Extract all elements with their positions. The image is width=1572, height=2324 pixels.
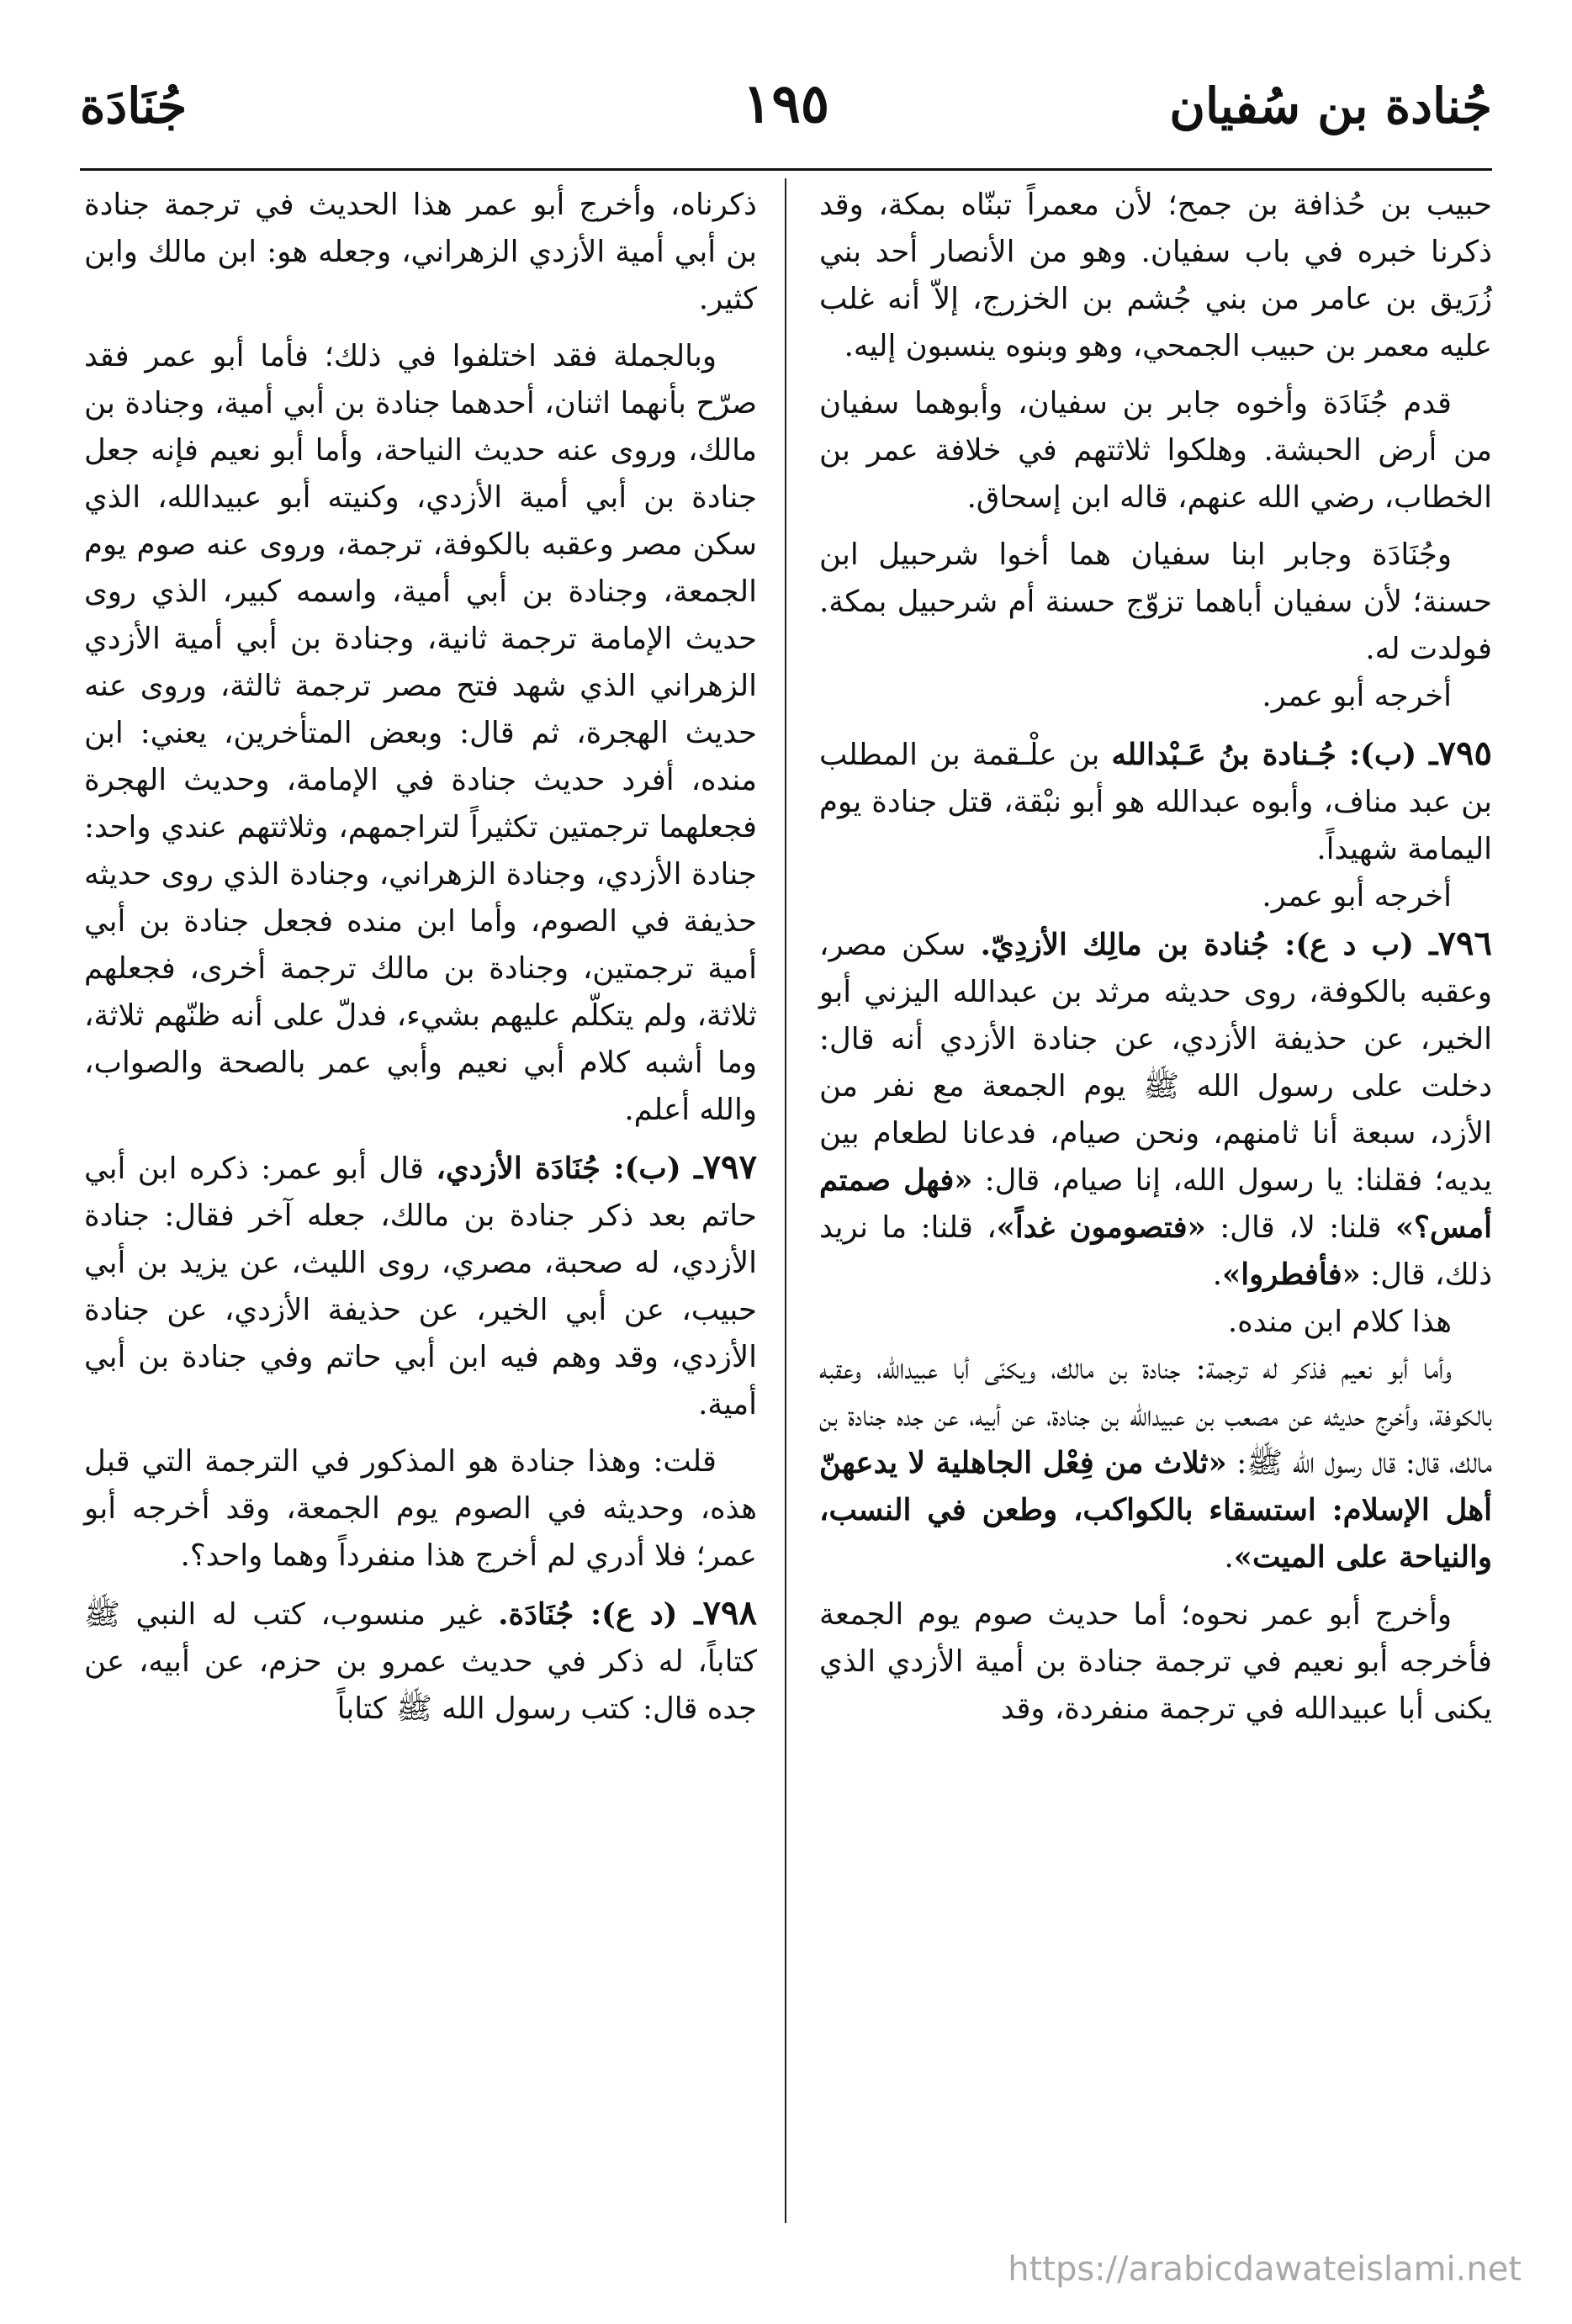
paragraph: وبالجملة فقد اختلفوا في ذلك؛ فأما أبو عمر فقد صرّح بأنهما اثنان، أحدهما جنادة بن أبي أمية، وجنادة بن مالك، وروى عنه حديث النياحة، وأما أبو نعيم فإنه جعل جنادة بن أبي أمية الأزدي، وكنيته أبو عبيدالله، الذي سكن مصر وعقبه بالكوفة، ترجمة، وروى عنه صوم يوم الجمعة، وجنادة بن أبي أمية، واسمه كبير، الذي روى حديث الإمامة ترجمة ثانية، وجنادة بن أبي أمية الأزدي الزهراني الذي شهد فتح مصر ترجمة ثالثة، وروى عنه حديث الهجرة، ثم قال: وبعض المتأخرين، يعني: ابن منده، أفرد حديث جنادة في الإمامة، وحديث الهجرة فجعلهما ترجمتين تكثيراً لتراجمهم، وثلاثتهم عندي واحد: جنادة الأزدي، وجنادة الزهراني، وجنادة الذي روى حديثه حذيفة في الصوم، وأما ابن منده فجعل جنادة بن أبي أمية ترجمتين، وجنادة بن مالك ترجمة أخرى، فجعلهم ثلاثة، ولم يتكلّم عليهم بشيء، فدلّ على أنه ظنّهم ثلاثة، وما أشبه كلام أبي نعيم وأبي عمر بالصحة والصواب، والله أعلم. xyxy=(84,339,757,1127)
entry-heading: ـ (ب د ع): جُنادة بن مالِك الأزدِيّ. xyxy=(980,928,1438,962)
entry-number: ٧٩٧ xyxy=(702,1147,757,1187)
entry-795 xyxy=(819,730,1492,873)
running-head xyxy=(80,72,1492,145)
entry-heading: ـ (ب): جُـنادة بنُ عَـبْدالله xyxy=(1111,738,1438,772)
paragraph: قلت: وهذا جنادة هو المذكور في الترجمة التي قبل هذه، وحديثه في الصوم يوم الجمعة، وقد أخرجه أبو عمر؛ فلا أدري لم أخرج هذا منفرداً وهما واحد؟. xyxy=(84,1444,757,1573)
entry-797 xyxy=(84,1144,757,1428)
watermark-url: https://arabicdawateislami.net xyxy=(1008,2250,1522,2289)
page-number: ١٩٥ xyxy=(742,72,830,135)
entry-798 xyxy=(84,1590,757,1733)
entry-text: . xyxy=(1212,1257,1223,1292)
entry-text: سكن مصر، وعقبه بالكوفة، روى حديثه مرثد بن عبدالله اليزني أبو الخير، عن حذيفة الأزدي، عن جنادة الأزدي أنه قال: دخلت على رسول الله ﷺ يوم الجمعة مع نفر من الأزد، سبعة أنا ثامنهم، ونحن صيام، فدعانا لطعام بين يديه؛ فقلنا: يا رسول الله، إنا صيام، قال: xyxy=(819,928,1492,1198)
hadith-quote: «فتصومون غداً» xyxy=(996,1210,1206,1245)
hadith-quote: «فهل صمتم أمس؟» xyxy=(819,1163,1492,1245)
entry-heading: ـ (ب): جُنَادَة الأزدي، xyxy=(436,1151,703,1186)
hadith-quote: «فأفطروا» xyxy=(1222,1257,1361,1292)
column-divider xyxy=(785,178,786,2223)
entry-text: ، قلنا: ما نريد ذلك، قال: xyxy=(819,1210,1492,1292)
paragraph-text: وأما أبو نعيم فذكر له ترجمة: جنادة بن مالك، ويكنّى أبا عبيدالله، وعقبه بالكوفة، وأخرج حديثه عن مصعب بن عبيدالله بن جنادة، عن أبيه، عن جده جنادة بن مالك، قال: قال رسول الله ﷺ: xyxy=(819,1352,1493,1480)
entry-heading: ـ (د ع): جُنَادَة. xyxy=(498,1597,703,1632)
paragraph: هذا كلام ابن منده. xyxy=(1227,1305,1452,1339)
entry-text: غير منسوب، كتب له النبي ﷺ كتاباً، له ذكر في حديث عمرو بن حزم، عن أبيه، عن جده قال: كتب رسول الله ﷺ كتاباً xyxy=(84,1597,757,1726)
entry-text: قلنا: لا، قال: xyxy=(1220,1210,1382,1245)
paragraph: وأخرج أبو عمر نحوه؛ أما حديث صوم يوم الجمعة فأخرجه أبو نعيم في ترجمة جنادة بن أمية الأزدي الذي يكنى أبا عبيدالله في ترجمة منفردة، وقد xyxy=(819,1597,1492,1726)
header-rule xyxy=(80,168,1492,171)
entry-text: بن علْـقمة بن المطلب بن عبد مناف، وأبوه عبدالله هو أبو نبْقة، قتل جنادة يوم اليمامة شهيداً. xyxy=(819,738,1492,866)
paragraph: أخرجه أبو عمر. xyxy=(1262,879,1452,913)
hadith-quote: «ثلاث من فِعْل الجاهلية لا يدعهنّ أهل الإسلام: استسقاء بالكواكب، وطعن في النسب، والنياحة على الميت» xyxy=(819,1446,1492,1575)
paragraph: قدم جُنَادَة وأخوه جابر بن سفيان، وأبوهما سفيان من أرض الحبشة. وهلكوا ثلاثتهم في خلافة عمر بن الخطاب، رضي الله عنهم، قاله ابن إسحاق. xyxy=(819,386,1492,515)
paragraph-text: . xyxy=(1224,1540,1234,1575)
header-title-left: جُنَادَة xyxy=(80,77,188,135)
right-column xyxy=(819,182,1492,1733)
paragraph xyxy=(819,1346,1492,1581)
entry-number: ٧٩٨ xyxy=(702,1593,757,1633)
paragraph: وجُنَادَة وجابر ابنا سفيان هما أخوا شرحبيل ابن حسنة؛ لأن سفيان أباهما تزوّج حسنة أم شرحبيل بمكة. فولدت له. xyxy=(819,537,1492,666)
paragraph: حبيب بن حُذافة بن جمح؛ لأن معمراً تبنّاه بمكة، وقد ذكرنا خبره في باب سفيان. وهو من الأنصار أحد بني زُرَيق بن عامر من بني جُشم بن الخزرج، إلاّ أنه غلب عليه معمر بن حبيب الجمحي، وهو وبنوه ينسبون إليه. xyxy=(819,188,1492,363)
header-title-right: جُنادة بن سُفيان xyxy=(1169,77,1492,135)
entry-number: ٧٩٥ xyxy=(1437,733,1492,773)
entry-796 xyxy=(819,920,1492,1299)
paragraph: أخرجه أبو عمر. xyxy=(1262,679,1452,713)
entry-text: قال أبو عمر: ذكره ابن أبي حاتم بعد ذكر جنادة بن مالك، جعله آخر فقال: جنادة الأزدي، له صحبة، مصري، روى الليث، عن يزيد بن أبي حبيب، عن أبي الخير، عن حذيفة الأزدي، عن جنادة الأزدي، وقد وهم فيه ابن أبي حاتم وفي جنادة بن أبي أمية. xyxy=(84,1151,757,1421)
paragraph: ذكرناه، وأخرج أبو عمر هذا الحديث في ترجمة جنادة بن أبي أمية الأزدي الزهراني، وجعله هو: ابن مالك وابن كثير. xyxy=(84,188,757,316)
left-column xyxy=(84,182,757,1733)
entry-number: ٧٩٦ xyxy=(1437,924,1492,963)
